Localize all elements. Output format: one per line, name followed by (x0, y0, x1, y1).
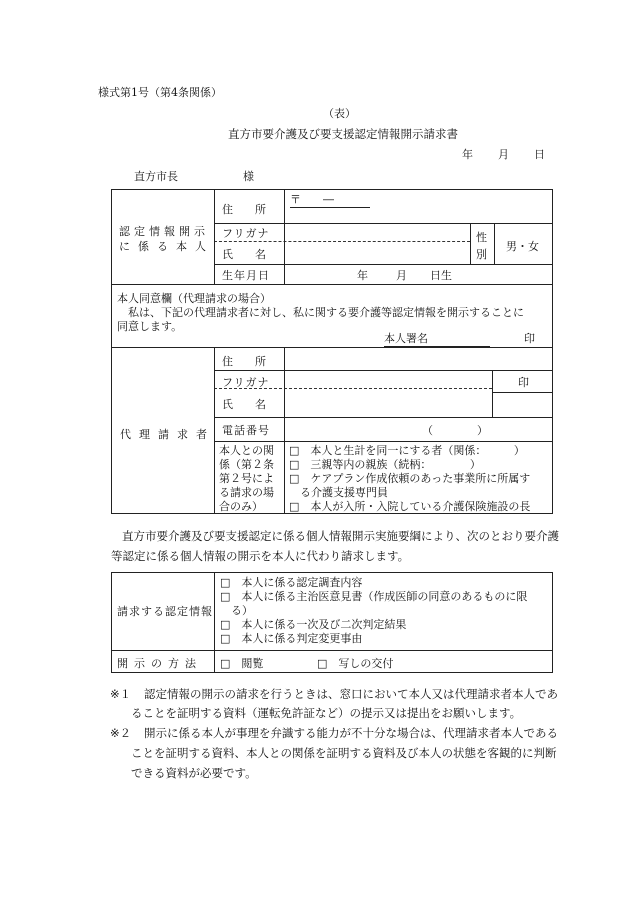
consent-signature[interactable]: 本人署名 (384, 330, 490, 347)
note-2-mark: ※２ (110, 726, 132, 740)
subject-address-label: 住 所 (222, 203, 266, 216)
birth-year[interactable]: 年 (357, 269, 368, 282)
subject-name-label: 氏 名 (222, 248, 266, 261)
honorific: 様 (243, 170, 254, 183)
relation-label-line: 本人との関 (219, 444, 274, 457)
note-1-line: 認定情報の開示の請求を行うときは、窓口において本人又は代理請求者本人であ (144, 687, 558, 701)
agent-name-label: 氏 名 (222, 398, 266, 411)
relation-label (219, 444, 274, 514)
statement-line-1: 直方市要介護及び要支援認定に係る個人情報開示実施要綱により、次のとおり要介護 (122, 529, 559, 543)
relation-option-care-manager-cont: る介護支援専門員 (289, 486, 388, 499)
note-1-mark: ※１ (110, 687, 132, 701)
subject-postal-code[interactable]: 〒 ― (290, 191, 370, 208)
request-info-options (220, 576, 527, 646)
relation-options (289, 444, 530, 514)
consent-text-1: 私は、下記の代理請求者に対し、私に関する要介護等認定情報を開示することに (128, 306, 524, 319)
consent-seal: 印 (524, 332, 535, 345)
request-info-label: 請求する認定情報 (117, 605, 213, 618)
note-1-line: ることを証明する資料（運転免許証など）の提示又は提出をお願いします。 (131, 706, 522, 720)
agent-address-label: 住 所 (222, 355, 266, 368)
form-side: （表） (323, 107, 356, 120)
method-view-checkbox[interactable]: □ 閲覧 (220, 657, 264, 670)
birth-month[interactable]: 月 (396, 269, 407, 282)
subject-section-label-2: に係る本人 (119, 240, 214, 253)
agent-phone-area-code[interactable]: （ ） (422, 424, 488, 437)
consent-text-2: 同意します。 (117, 320, 183, 333)
relation-label-line: 合のみ） (219, 500, 263, 513)
relation-label-line: る請求の場 (219, 486, 274, 499)
form-number: 様式第1号（第4条関係） (98, 86, 222, 99)
info-option-doctor-opinion[interactable]: □ 本人に係る主治医意見書（作成医師の同意のあるものに限 (220, 590, 528, 603)
agent-seal: 印 (518, 376, 529, 389)
agent-phone-label: 電話番号 (222, 424, 270, 437)
relation-option-facility-head[interactable]: □ 本人が入所・入院している介護保険施設の長 (289, 500, 531, 513)
gender-choice[interactable]: 男・女 (506, 240, 539, 253)
addressee: 直方市長 (134, 170, 178, 183)
consent-heading: 本人同意欄（代理請求の場合） (117, 292, 271, 305)
gender-label-1: 性 (476, 231, 487, 244)
agent-section-label: 代理請求者 (120, 428, 215, 441)
note-2-line: できる資料が必要です。 (131, 766, 257, 780)
gender-label-2: 別 (476, 248, 487, 261)
relation-label-line: 第２号によ (219, 472, 274, 485)
relation-option-care-manager[interactable]: □ ケアプラン作成依頼のあった事業所に所属す (289, 472, 531, 485)
date-month[interactable]: 月 (498, 148, 509, 161)
date-year[interactable]: 年 (462, 148, 473, 161)
info-option-change-reason[interactable]: □ 本人に係る判定変更事由 (220, 632, 363, 645)
subject-furigana-label: フリガナ (222, 227, 270, 240)
birth-day[interactable]: 日生 (430, 269, 452, 282)
info-option-judgment[interactable]: □ 本人に係る一次及び二次判定結果 (220, 618, 407, 631)
method-copy-checkbox[interactable]: □ 写しの交付 (317, 657, 394, 670)
info-option-doctor-opinion-cont: る） (220, 604, 253, 617)
note-2-line: 開示に係る本人が事理を弁識する能力が不十分な場合は、代理請求者本人である (144, 726, 558, 740)
agent-furigana-label: フリガナ (222, 376, 270, 389)
relation-label-line: 係（第２条 (219, 458, 274, 471)
birthdate-label: 生年月日 (222, 269, 270, 282)
date-day[interactable]: 日 (534, 148, 545, 161)
method-label: 開示の方法 (117, 657, 202, 670)
page-title: 直方市要介護及び要支援認定情報開示請求書 (228, 127, 458, 141)
note-2-line: ことを証明する資料、本人との関係を証明する資料及び本人の状態を客観的に判断 (131, 746, 557, 760)
info-option-survey[interactable]: □ 本人に係る認定調査内容 (220, 576, 363, 589)
subject-section-label-1: 認定情報開示 (119, 225, 209, 238)
relation-option-relative[interactable]: □ 三親等内の親族（続柄： ） (289, 458, 481, 471)
relation-option-household[interactable]: □ 本人と生計を同一にする者（関係： ） (289, 444, 525, 457)
statement-line-2: 等認定に係る個人情報の開示を本人に代わり請求します。 (111, 549, 410, 563)
